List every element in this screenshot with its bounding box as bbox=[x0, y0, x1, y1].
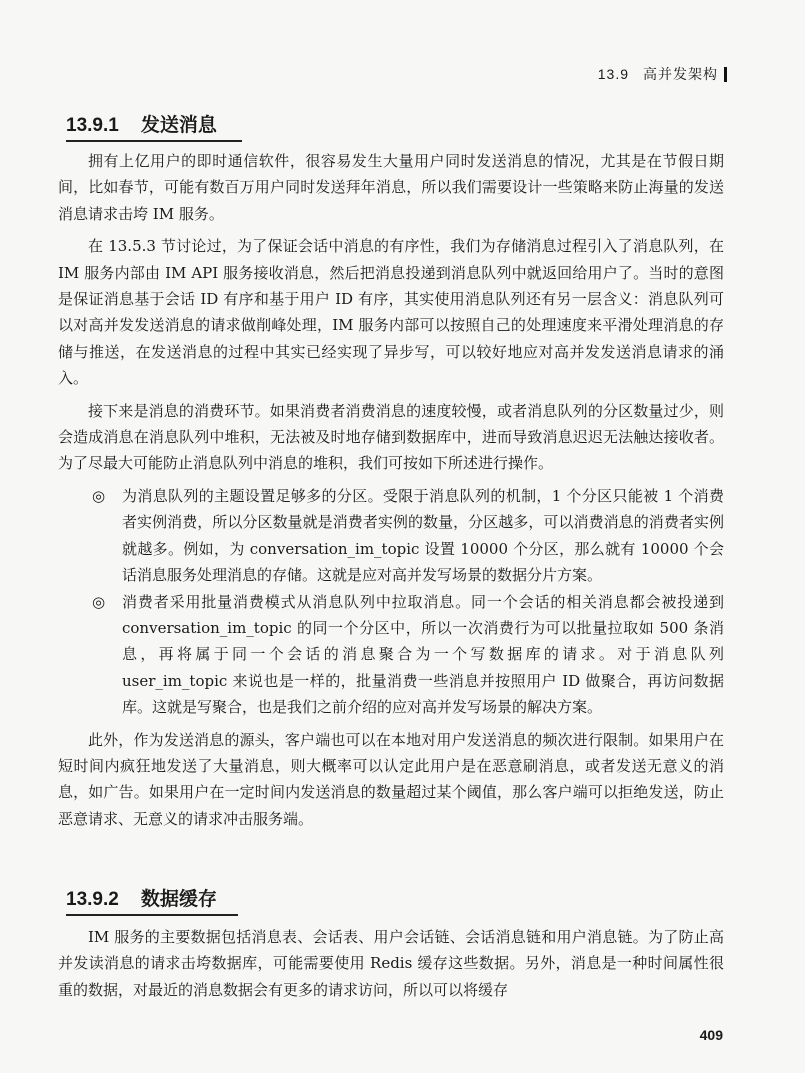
bullet-mark-icon: ◎ bbox=[92, 486, 106, 505]
list-item bbox=[58, 483, 724, 589]
running-head bbox=[598, 64, 727, 84]
section-number: 13.9.1 bbox=[66, 115, 119, 136]
section-body-13-9-1 bbox=[58, 148, 724, 838]
running-head-title: 高并发架构 bbox=[643, 66, 718, 82]
paragraph: 在 13.5.3 节讨论过，为了保证会话中消息的有序性，我们为存储消息过程引入了消息队列，在 IM 服务内部由 IM API 服务接收消息，然后把消息投递到消息队列中就返回给用户了。当时的意图是保证消息基于会话 ID 有序和基于用户 ID 有序，其实使用消息队列还有另一层含义：消息队列可以对高并发发送消息的请求做削峰处理，IM 服务内部可以按照自己的处理速度来平滑处理消息的存储与推送，在发送消息的过程中其实已经实现了异步写，可以较好地应对高并发发送消息请求的涌入。 bbox=[58, 237, 724, 388]
section-number: 13.9.2 bbox=[66, 889, 119, 910]
bullet-mark-icon: ◎ bbox=[92, 592, 106, 611]
section-body-13-9-2 bbox=[58, 924, 724, 1009]
running-head-section-number: 13.9 bbox=[597, 66, 629, 82]
list-item-text: 为消息队列的主题设置足够多的分区。受限于消息队列的机制，1 个分区只能被 1 个消费者实例消费，所以分区数量就是消费者实例的数量，分区越多，可以消费消息的消费者实例就越多。例如，为 conversation_im_topic 设置 10000 个分区，那么就有 10000 个会话消息服务处理消息的存储。这就是应对高并发写场景的数据分片方案。 bbox=[122, 486, 724, 585]
section-title: 发送消息 bbox=[140, 115, 217, 136]
paragraph: IM 服务的主要数据包括消息表、会话表、用户会话链、会话消息链和用户消息链。为了防止高并发读消息的请求击垮数据库，可能需要使用 Redis 缓存这些数据。另外，消息是一种时间属性很重的数据，对最近的消息数据会有更多的请求访问，所以可以将缓存 bbox=[58, 928, 724, 999]
paragraph: 此外，作为发送消息的源头，客户端也可以在本地对用户发送消息的频次进行限制。如果用户在短时间内疯狂地发送了大量消息，则大概率可以认定此用户是在恶意刷消息，或者发送无意义的消息，如广告。如果用户在一定时间内发送消息的数量超过某个阈值，那么客户端可以拒绝发送，防止恶意请求、无意义的请求冲击服务端。 bbox=[58, 730, 724, 828]
list-item bbox=[58, 589, 724, 721]
section-heading-13-9-1 bbox=[66, 110, 242, 142]
section-heading-13-9-2 bbox=[66, 884, 238, 916]
bullet-list bbox=[58, 483, 724, 721]
running-head-bar bbox=[724, 67, 727, 82]
paragraph: 拥有上亿用户的即时通信软件，很容易发生大量用户同时发送消息的情况，尤其是在节假日期间，比如春节，可能有数百万用户同时发送拜年消息，所以我们需要设计一些策略来防止海量的发送消息请求击垮 IM 服务。 bbox=[58, 152, 724, 223]
list-item-text: 消费者采用批量消费模式从消息队列中拉取消息。同一个会话的相关消息都会被投递到 conversation_im_topic 的同一个分区中，所以一次消费行为可以批量拉取如 500 条消息，再将属于同一个会话的消息聚合为一个写数据库的请求。对于消息队列 user_im_topic 来说也是一样的，批量消费一些消息并按照用户 ID 做聚合，再访问数据库。这就是写聚合，也是我们之前介绍的应对高并发写场景的解决方案。 bbox=[122, 592, 724, 717]
page-number: 409 bbox=[699, 1027, 723, 1043]
section-title: 数据缓存 bbox=[140, 889, 217, 910]
paragraph: 接下来是消息的消费环节。如果消费者消费消息的速度较慢，或者消息队列的分区数量过少，则会造成消息在消息队列中堆积，无法被及时地存储到数据库中，进而导致消息迟迟无法触达接收者。为了尽最大可能防止消息队列中消息的堆积，我们可按如下所述进行操作。 bbox=[58, 401, 724, 473]
